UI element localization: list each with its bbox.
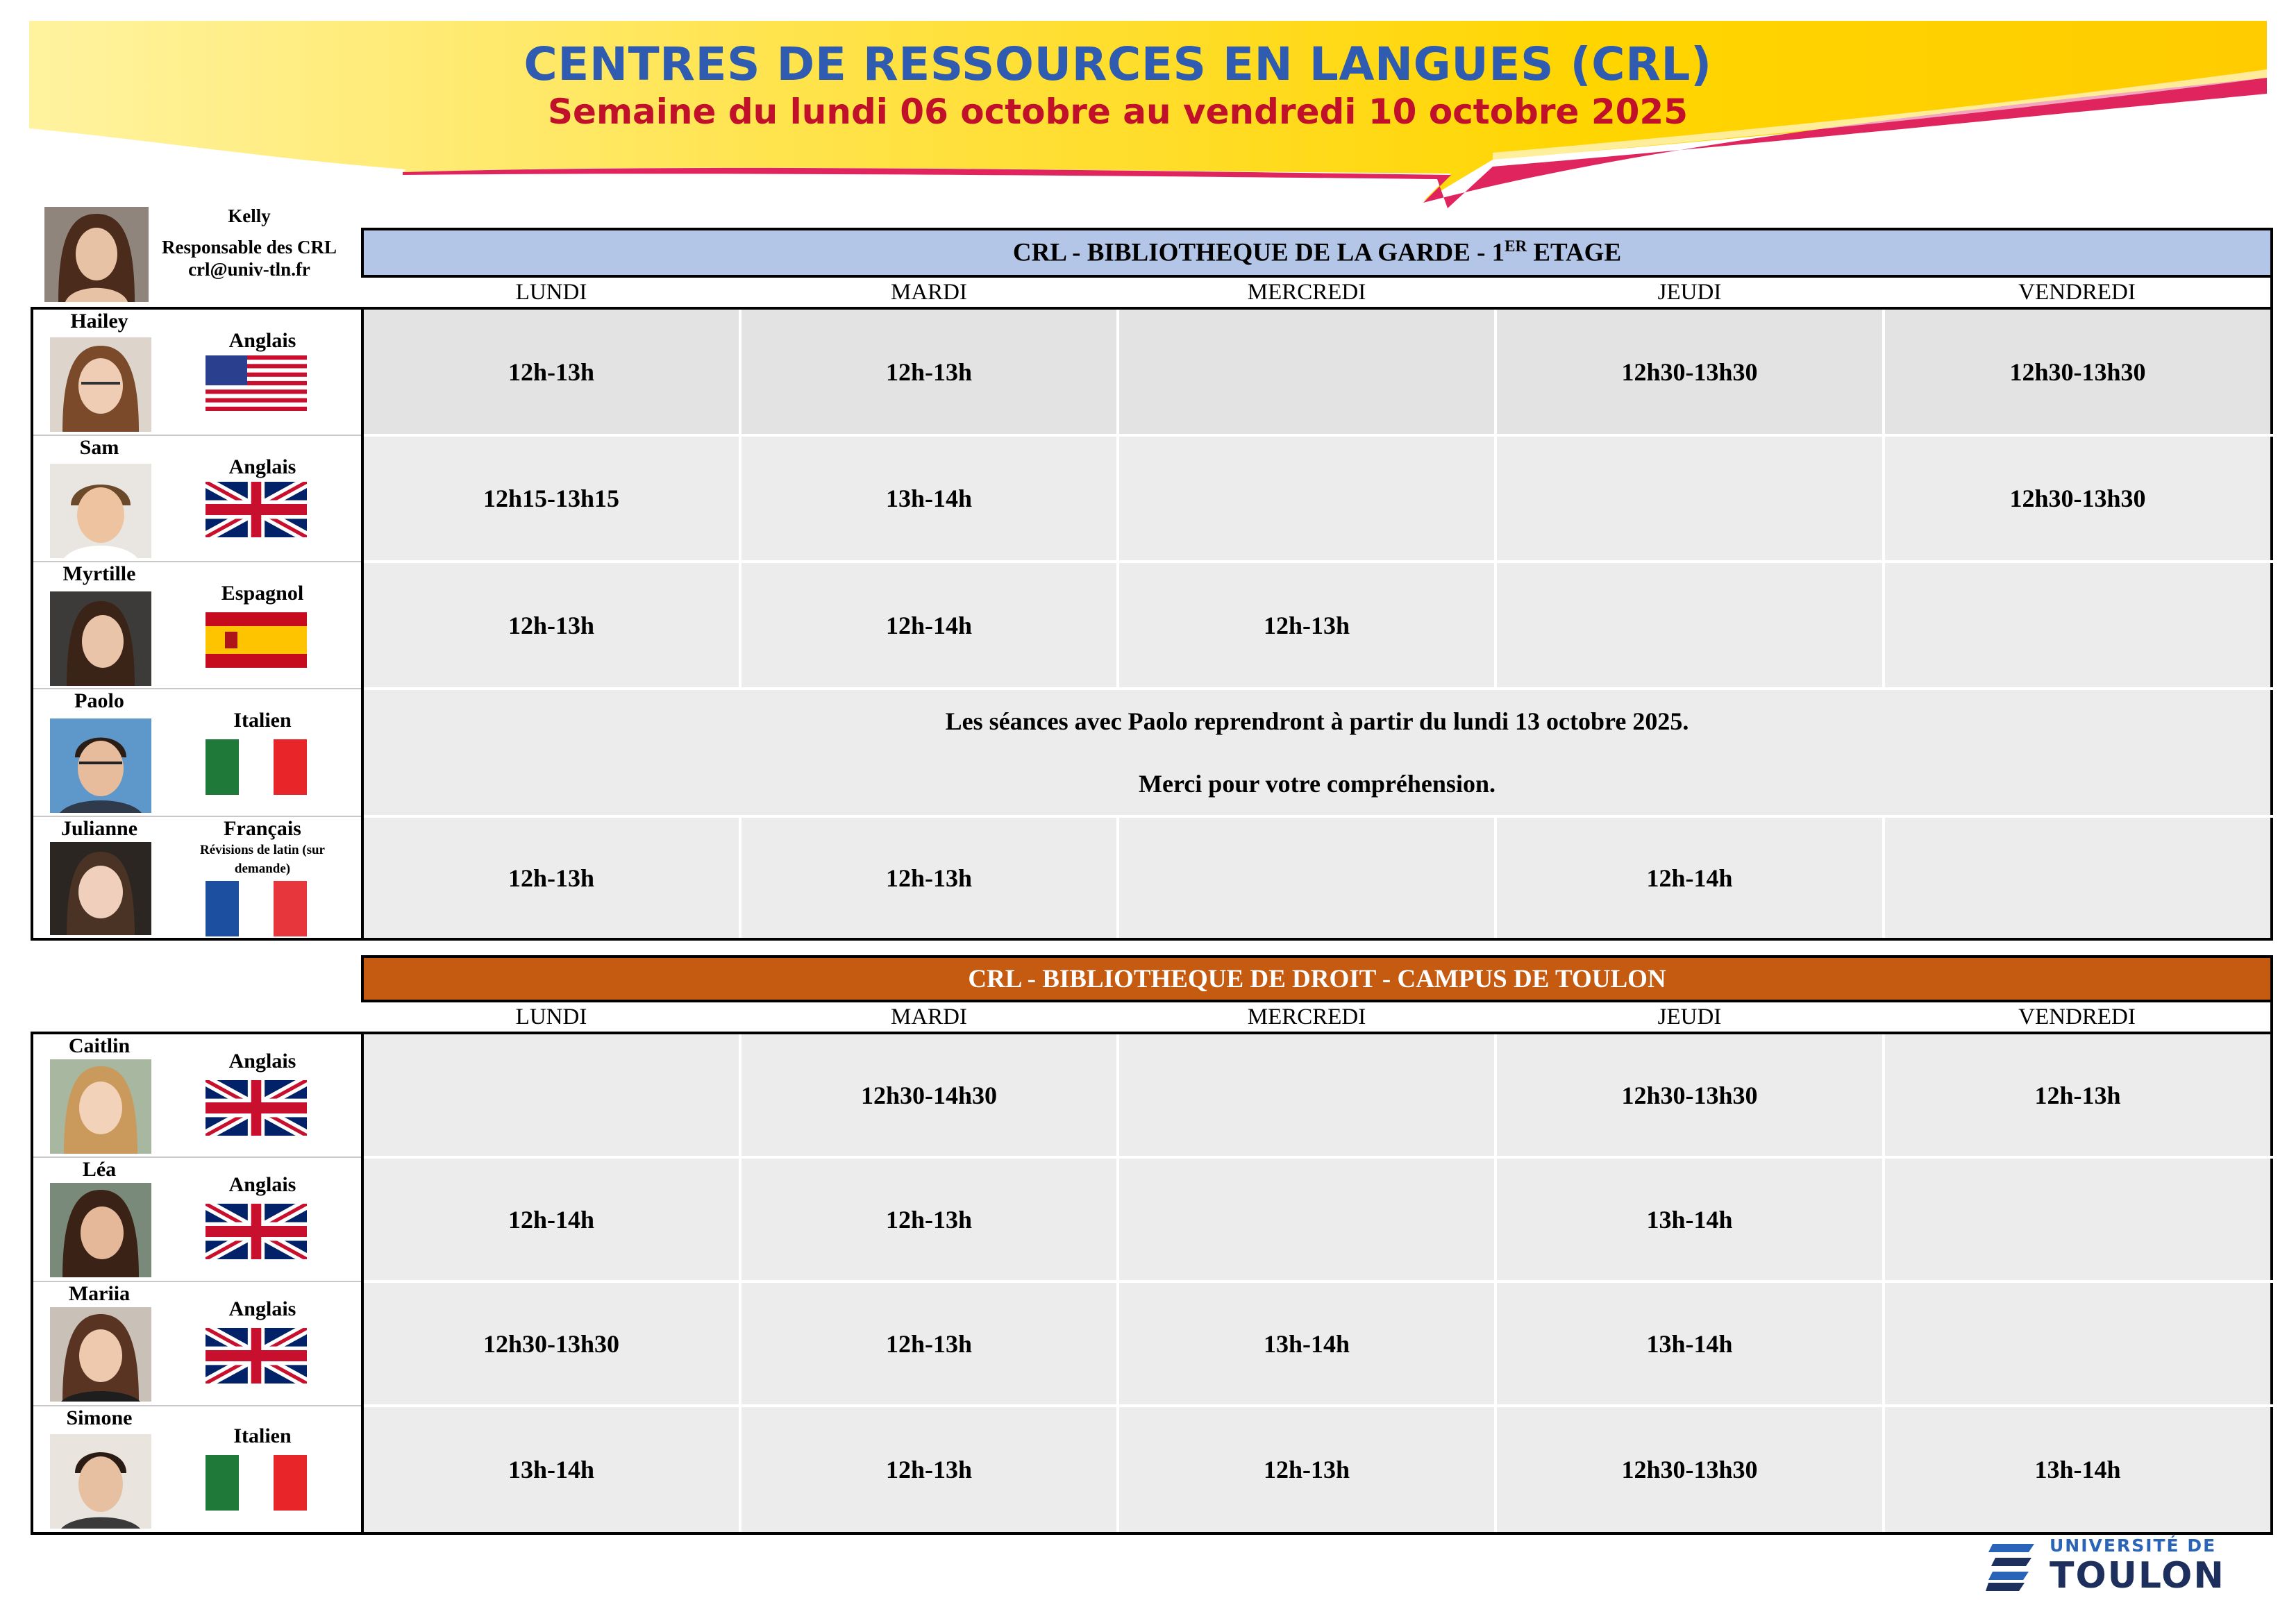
tutor-name: Mariia (68, 1282, 131, 1305)
time-slot: 12h-13h (1118, 562, 1495, 689)
time-slot: 12h-14h (362, 1157, 740, 1281)
schedule-table-droit (31, 955, 2273, 1535)
tutor-name: Myrtille (62, 562, 136, 585)
tutor-language: Anglais (228, 1173, 296, 1196)
table-row (32, 1406, 2272, 1533)
time-slot: 13h-14h (1495, 1281, 1884, 1406)
es-flag-icon (206, 612, 307, 668)
tutor-language: Anglais (228, 455, 296, 478)
university-logo (1986, 1534, 2236, 1597)
page-title: CENTRES DE RESSOURCES EN LANGUES (CRL) (523, 37, 1712, 91)
tutor-note: Révisions de latin (sur demande) (200, 843, 325, 876)
time-slot (1118, 308, 1495, 435)
day-header: LUNDI (362, 1001, 740, 1033)
tutor-language: Anglais (228, 1050, 296, 1073)
site-title-garde: CRL - BIBLIOTHEQUE DE LA GARDE - 1ER ETAGE (362, 229, 2272, 276)
time-slot: 12h30-13h30 (1884, 308, 2272, 435)
time-slot (1884, 1281, 2272, 1406)
notice-message (362, 689, 2272, 816)
time-slot: 12h-13h (362, 308, 740, 435)
tutor-name: Léa (82, 1158, 117, 1181)
time-slot (1118, 1033, 1495, 1157)
time-slot: 13h-14h (1884, 1406, 2272, 1533)
tutor-photo (50, 1183, 151, 1277)
tutor-cell (32, 1406, 362, 1533)
day-header: JEUDI (1495, 276, 1884, 308)
tutor-name: Sam (79, 436, 119, 459)
time-slot: 13h-14h (740, 435, 1118, 562)
tutor-photo (50, 1307, 151, 1402)
tutor-language: Italien (233, 709, 292, 732)
table-row (32, 562, 2272, 689)
time-slot: 12h-13h (740, 1406, 1118, 1533)
time-slot (1884, 1157, 2272, 1281)
table-row (32, 816, 2272, 939)
table-row (32, 689, 2272, 816)
time-slot: 12h-13h (362, 816, 740, 939)
day-header: MERCREDI (1118, 276, 1495, 308)
fr-flag-icon (206, 881, 307, 936)
it-flag-icon (206, 1455, 307, 1511)
time-slot (1118, 435, 1495, 562)
time-slot: 12h-14h (1495, 816, 1884, 939)
tutor-cell (32, 562, 362, 689)
time-slot: 12h30-13h30 (1495, 308, 1884, 435)
time-slot: 12h-13h (740, 1281, 1118, 1406)
tutor-photo (50, 591, 151, 686)
tutor-photo (50, 718, 151, 813)
day-header: VENDREDI (1884, 1001, 2272, 1033)
table-row (32, 1157, 2272, 1281)
logo-line-2: TOULON (2050, 1555, 2225, 1597)
uk-flag-icon (206, 1080, 307, 1136)
it-flag-icon (206, 739, 307, 795)
tutor-photo (50, 464, 151, 558)
time-slot: 12h-13h (1884, 1033, 2272, 1157)
time-slot: 12h-13h (740, 1157, 1118, 1281)
tutor-name: Caitlin (68, 1034, 131, 1057)
schedule-table-garde (31, 228, 2273, 941)
university-logo-icon (1986, 1538, 2041, 1594)
tutor-photo (50, 337, 151, 432)
tutor-name: Hailey (70, 310, 128, 333)
page-subtitle: Semaine du lundi 06 octobre au vendredi 10 octobre 2025 (548, 92, 1688, 132)
table-row (32, 308, 2272, 435)
time-slot: 13h-14h (1118, 1281, 1495, 1406)
tutor-cell (32, 1033, 362, 1157)
time-slot: 12h15-13h15 (362, 435, 740, 562)
time-slot: 12h-13h (1118, 1406, 1495, 1533)
time-slot: 12h30-14h30 (740, 1033, 1118, 1157)
day-header: MARDI (740, 276, 1118, 308)
table-row (32, 1281, 2272, 1406)
tutor-language: Italien (233, 1424, 292, 1447)
table-row (32, 1033, 2272, 1157)
tutor-name: Paolo (74, 689, 124, 712)
uk-flag-icon (206, 1204, 307, 1259)
time-slot: 12h-13h (740, 308, 1118, 435)
tutor-name: Julianne (60, 817, 138, 840)
time-slot: 13h-14h (362, 1406, 740, 1533)
manager-name: Kelly (228, 205, 271, 226)
tutor-name: Simone (66, 1406, 133, 1429)
logo-line-1: UNIVERSITÉ DE (2050, 1536, 2217, 1556)
tutor-photo (50, 1059, 151, 1154)
time-slot: 12h30-13h30 (1495, 1406, 1884, 1533)
time-slot: 12h30-13h30 (1884, 435, 2272, 562)
tutor-photo (50, 842, 151, 936)
tutor-language: Anglais (228, 329, 296, 352)
time-slot (1884, 562, 2272, 689)
us-flag-icon (206, 355, 307, 411)
time-slot: 12h30-13h30 (1495, 1033, 1884, 1157)
tutor-language: Français (224, 817, 301, 840)
site-title-droit: CRL - BIBLIOTHEQUE DE DROIT - CAMPUS DE TOULON (362, 957, 2272, 1001)
day-header: MERCREDI (1118, 1001, 1495, 1033)
time-slot (362, 1033, 740, 1157)
time-slot: 13h-14h (1495, 1157, 1884, 1281)
tutor-cell (32, 308, 362, 435)
tutor-photo (50, 1434, 151, 1529)
tutor-cell (32, 1157, 362, 1281)
time-slot: 12h-14h (740, 562, 1118, 689)
time-slot: 12h-13h (362, 562, 740, 689)
time-slot (1118, 1157, 1495, 1281)
uk-flag-icon (206, 1328, 307, 1384)
notice-line: Merci pour votre compréhension. (1139, 770, 1495, 798)
table-row (32, 435, 2272, 562)
time-slot (1884, 816, 2272, 939)
manager-email[interactable]: crl@univ-tln.fr (188, 259, 310, 280)
time-slot: 12h-13h (740, 816, 1118, 939)
day-header: LUNDI (362, 276, 740, 308)
tutor-language: Anglais (228, 1297, 296, 1320)
day-header: MARDI (740, 1001, 1118, 1033)
manager-role: Responsable des CRL (161, 237, 337, 258)
tutor-cell (32, 689, 362, 816)
notice-line: Les séances avec Paolo reprendront à partir du lundi 13 octobre 2025. (945, 707, 1689, 735)
time-slot: 12h30-13h30 (362, 1281, 740, 1406)
day-header: VENDREDI (1884, 276, 2272, 308)
tutor-cell (32, 435, 362, 562)
uk-flag-icon (206, 482, 307, 537)
tutor-cell (32, 816, 362, 939)
tutor-language: Espagnol (221, 582, 304, 605)
time-slot (1118, 816, 1495, 939)
day-header: JEUDI (1495, 1001, 1884, 1033)
tutor-cell (32, 1281, 362, 1406)
time-slot (1495, 562, 1884, 689)
time-slot (1495, 435, 1884, 562)
